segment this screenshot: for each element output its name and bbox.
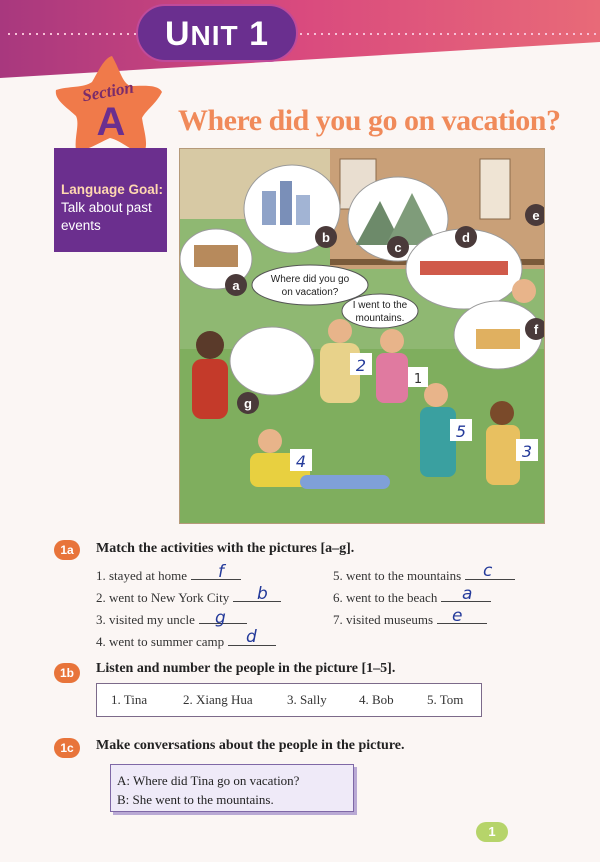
names-box [96,683,482,717]
exercise-1a-heading: Match the activities with the pictures [a–g]. [96,541,355,556]
answer-4: d [246,627,257,647]
name-3: 3. Sally [287,692,327,707]
exercise-1c-badge: 1c [54,738,80,758]
picture-label-d: d [462,230,470,245]
picture-label-e: e [532,208,540,223]
match-item-5: 5. went to the mountains [333,566,515,584]
number-2: 2 [355,356,367,375]
vacation-illustration [179,148,545,524]
name-1: 1. Tina [111,692,148,707]
section-letter: A [96,100,126,144]
language-goal-text: Talk about past events [61,200,152,233]
answer-7: e [452,606,463,626]
section-badge [50,52,168,160]
answer-2: b [257,584,268,604]
language-goal-label: Language Goal: [61,182,164,197]
match-item-3: 3. visited my uncle [96,610,247,628]
speech-2-line-1: I went to the [352,300,408,311]
picture-label-b: b [322,230,330,245]
answer-1: f [218,562,224,582]
speech-1-line-1: Where did you go [270,274,350,285]
number-3: 3 [521,442,533,461]
picture-label-f: f [533,322,539,337]
match-item-7: 7. visited museums [333,610,487,628]
conversation-line-b: B: She went to the mountains. [117,792,274,807]
answer-3: g [215,608,226,628]
name-5: 5. Tom [427,692,464,707]
answer-5: c [483,561,493,581]
picture-label-a: a [232,278,240,293]
exercise-1b-badge: 1b [54,663,80,683]
picture-label-c: c [394,240,402,255]
speech-2-line-2: mountains. [355,313,405,324]
exercise-1b-heading: Listen and number the people in the picture [1–5]. [96,661,396,676]
match-item-4: 4. went to summer camp [96,632,276,650]
number-1: 1 [413,372,423,387]
match-item-6: 6. went to the beach [333,588,491,606]
exercise-1c-heading: Make conversations about the people in the picture. [96,738,405,753]
match-item-2: 2. went to New York City [96,588,281,606]
page-title: Where did you go on vacation? [178,104,561,137]
unit-title: UNIT 1 [136,4,298,62]
exercise-1a-badge: 1a [54,540,80,560]
picture-label-g: g [244,396,252,411]
language-goal-box [54,148,167,252]
conversation-box [110,764,354,812]
section-label: Section [80,77,136,106]
name-2: 2. Xiang Hua [183,692,253,707]
number-4: 4 [295,452,307,471]
page-number: 1 [476,822,508,842]
match-item-1: 1. stayed at home [96,566,241,584]
answer-6: a [462,584,473,604]
conversation-line-a: A: Where did Tina go on vacation? [117,773,300,788]
name-4: 4. Bob [359,692,394,707]
speech-1-line-2: on vacation? [281,287,339,298]
number-5: 5 [455,422,467,441]
